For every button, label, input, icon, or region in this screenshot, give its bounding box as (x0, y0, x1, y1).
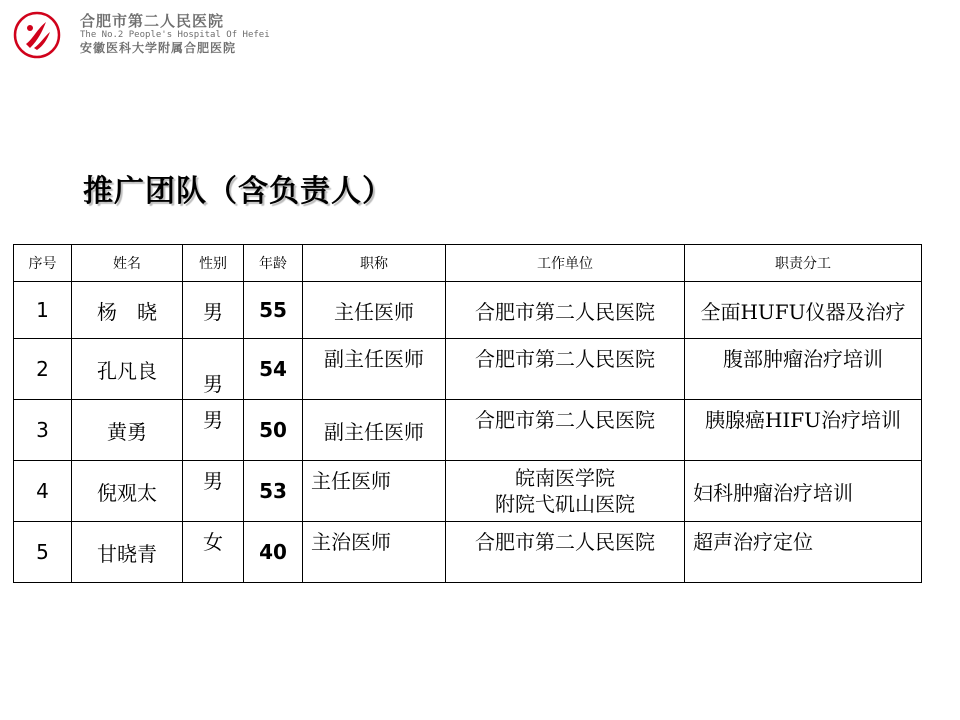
header-age: 年龄 (244, 245, 303, 282)
cell-no: 1 (14, 282, 72, 339)
header-unit: 工作单位 (446, 245, 685, 282)
cell-duty: 全面HUFU仪器及治疗 (685, 282, 922, 339)
hospital-name-block (80, 12, 270, 56)
cell-title: 副主任医师 (303, 400, 446, 461)
cell-duty: 超声治疗定位 (685, 522, 922, 583)
cell-name: 孔凡良 (72, 339, 183, 400)
cell-name: 甘晓青 (72, 522, 183, 583)
header-duty: 职责分工 (685, 245, 922, 282)
table-row (14, 400, 922, 461)
hospital-logo-icon (12, 10, 62, 60)
cell-unit: 合肥市第二人民医院 (446, 282, 685, 339)
slide-title: 推广团队（含负责人） (83, 174, 393, 209)
cell-unit: 合肥市第二人民医院 (446, 522, 685, 583)
cell-gender: 男 (183, 339, 244, 400)
cell-gender: 男 (183, 400, 244, 461)
hospital-affiliation: 安徽医科大学附属合肥医院 (80, 41, 237, 55)
table-row (14, 339, 922, 400)
cell-age: 55 (244, 282, 303, 339)
cell-title: 主任医师 (303, 461, 446, 522)
cell-duty: 妇科肿瘤治疗培训 (685, 461, 922, 522)
hospital-name-cn: 合肥市第二人民医院 (80, 12, 225, 30)
cell-age: 50 (244, 400, 303, 461)
cell-duty: 腹部肿瘤治疗培训 (685, 339, 922, 400)
cell-name: 黄勇 (72, 400, 183, 461)
cell-age: 54 (244, 339, 303, 400)
cell-no: 2 (14, 339, 72, 400)
header-name: 姓名 (72, 245, 183, 282)
header-gender: 性别 (183, 245, 244, 282)
cell-title: 主任医师 (303, 282, 446, 339)
cell-unit-line1: 皖南医学院 (515, 466, 615, 490)
table-header-row (14, 245, 922, 282)
cell-gender: 男 (183, 461, 244, 522)
header-no: 序号 (14, 245, 72, 282)
cell-age: 40 (244, 522, 303, 583)
table-row (14, 461, 922, 522)
cell-no: 3 (14, 400, 72, 461)
cell-duty: 胰腺癌HIFU治疗培训 (685, 400, 922, 461)
table-row (14, 282, 922, 339)
cell-name: 杨 晓 (72, 282, 183, 339)
cell-unit-line2: 附院弋矶山医院 (495, 492, 635, 516)
cell-unit: 合肥市第二人民医院 (446, 400, 685, 461)
cell-title: 主治医师 (303, 522, 446, 583)
team-table (13, 244, 922, 583)
table-row (14, 522, 922, 583)
cell-no: 5 (14, 522, 72, 583)
header-title: 职称 (303, 245, 446, 282)
cell-title: 副主任医师 (303, 339, 446, 400)
cell-name: 倪观太 (72, 461, 183, 522)
cell-no: 4 (14, 461, 72, 522)
cell-gender: 男 (183, 282, 244, 339)
hospital-name-en: The No.2 People's Hospital Of Hefei (80, 30, 270, 40)
cell-unit: 合肥市第二人民医院 (446, 339, 685, 400)
cell-age: 53 (244, 461, 303, 522)
cell-unit (446, 461, 685, 522)
cell-gender: 女 (183, 522, 244, 583)
